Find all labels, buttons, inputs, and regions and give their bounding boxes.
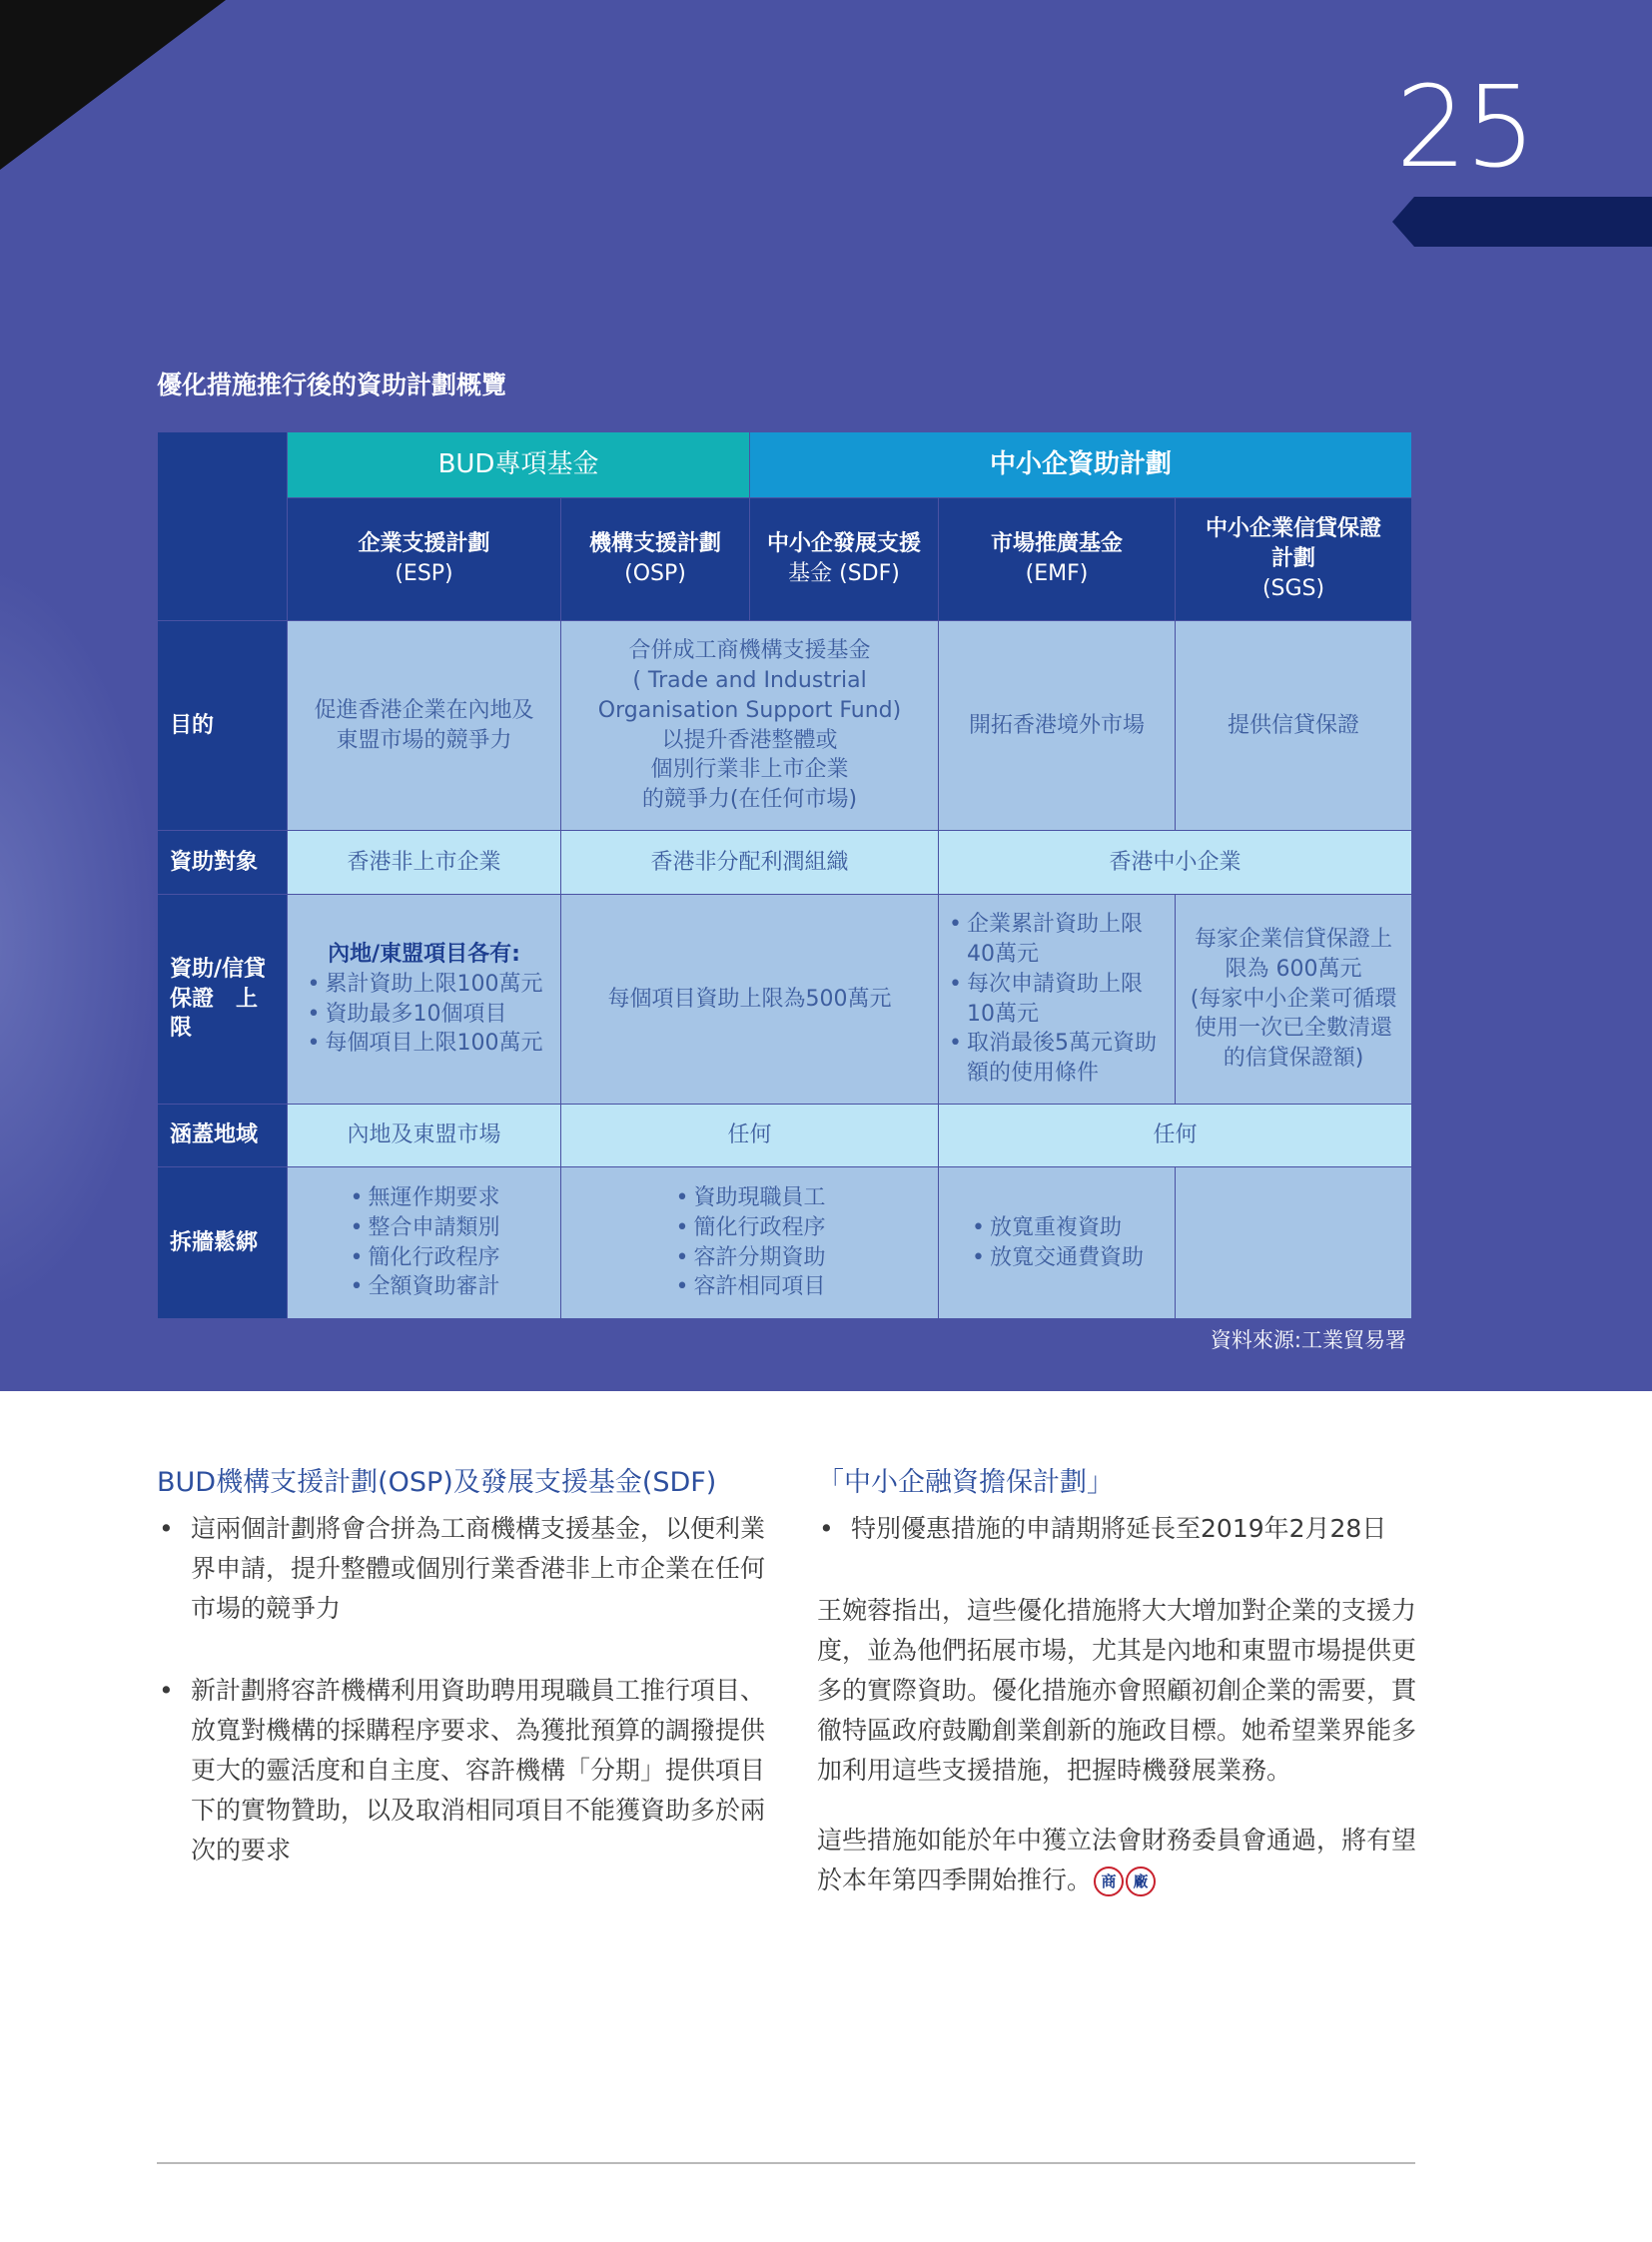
table-row-purpose <box>158 621 1412 831</box>
ceiling-emf <box>939 895 1176 1105</box>
list-item: • 全額資助審計 <box>348 1272 499 1302</box>
list-item: • 資助最多10個項目 <box>306 1000 543 1030</box>
footer-rule <box>157 2162 1415 2164</box>
left-bullet: • 新計劃將容許機構利用資助聘用現職員工推行項目、放寬對機構的採購程序要求、為獲批預算的調撥提供更大的靈活度和自主度、容許機構「分期」提供項目下的實物贊助，以及取消相同項目不能獲資助多於兩次的要求 <box>157 1671 766 1870</box>
purpose-osp-sdf: 合併成工商機構支援基金 ( Trade and Industrial Organisation Support Fund) 以提升香港整體或 個別行業非上市企業 的競爭力(在任何市場) <box>561 621 939 831</box>
corner-cell <box>158 432 288 621</box>
group-header-bud: BUD專項基金 <box>288 432 750 498</box>
unbundle-emf <box>939 1167 1176 1319</box>
scheme-header-sdf: 中小企發展支援 基金 (SDF) <box>750 498 939 621</box>
region-osp-sdf: 任何 <box>561 1105 939 1167</box>
table-row-unbundle <box>158 1167 1412 1319</box>
ceiling-esp-heading: 內地/東盟項目各有: <box>328 942 520 968</box>
left-bullet: • 這兩個計劃將會合拼為工商機構支援基金，以便利業界申請，提升整體或個別行業香港非上市企業在任何市場的競爭力 <box>157 1509 766 1629</box>
list-item: • 無運作期要求 <box>348 1183 499 1213</box>
list-item: • 每次申請資助上限10萬元 <box>947 970 1167 1029</box>
unbundle-sgs <box>1176 1167 1412 1319</box>
group-header-sme: 中小企資助計劃 <box>750 432 1412 498</box>
list-item: • 簡化行政程序 <box>348 1243 499 1273</box>
corner-triangle <box>0 0 226 170</box>
table-title: 優化措施推行後的資助計劃概覽 <box>157 371 507 399</box>
list-item: • 取消最後5萬元資助額的使用條件 <box>947 1029 1167 1088</box>
unbundle-esp <box>288 1167 561 1319</box>
table-row-ceiling <box>158 895 1412 1105</box>
list-item: • 容許相同項目 <box>674 1272 826 1302</box>
ceiling-sgs: 每家企業信貸保證上 限為 600萬元 (每家中小企業可循環 使用一次已全數清還 的信貸保證額) <box>1176 895 1412 1105</box>
scheme-header-emf: 市場推廣基金 (EMF) <box>939 498 1176 621</box>
region-esp: 內地及東盟市場 <box>288 1105 561 1167</box>
list-item: • 資助現職員工 <box>674 1183 826 1213</box>
table-scheme-header-row <box>158 498 1412 621</box>
body-paragraph: 王婉蓉指出，這些優化措施將大大增加對企業的支援力度，並為他們拓展市場，尤其是內地和東盟市場提供更多的實際資助。優化措施亦會照顧初創企業的需要，貫徹特區政府鼓勵創業創新的施政目標。她希望業界能多加利用這些支援措施，把握時機發展業務。 <box>817 1596 1417 1785</box>
table-row-region <box>158 1105 1412 1167</box>
list-item: • 每個項目上限100萬元 <box>306 1029 543 1059</box>
list-item: • 放寬交通費資助 <box>970 1243 1144 1273</box>
page-number: 25 <box>1395 63 1534 193</box>
ceiling-esp <box>288 895 561 1105</box>
row-label-purpose: 目的 <box>158 621 288 831</box>
list-item: • 簡化行政程序 <box>674 1213 826 1243</box>
hero-glow <box>0 559 160 1318</box>
target-emf-sgs: 香港中小企業 <box>939 831 1412 895</box>
list-item: • 整合申請類別 <box>348 1213 499 1243</box>
region-emf-sgs: 任何 <box>939 1105 1412 1167</box>
scheme-header-esp: 企業支援計劃 (ESP) <box>288 498 561 621</box>
scheme-header-sgs: 中小企業信貸保證 計劃 (SGS) <box>1176 498 1412 621</box>
list-item: • 容許分期資助 <box>674 1243 826 1273</box>
list-item: • 累計資助上限100萬元 <box>306 970 543 1000</box>
unbundle-osp-sdf <box>561 1167 939 1319</box>
list-item: • 企業累計資助上限40萬元 <box>947 910 1167 969</box>
ceiling-osp-sdf: 每個項目資助上限為500萬元 <box>561 895 939 1105</box>
body-paragraph-last: 這些措施如能於年中獲立法會財務委員會通過，將有望於本年第四季開始推行。 商 廠 <box>817 1826 1417 1894</box>
seal-icon: 廠 <box>1126 1867 1156 1896</box>
target-osp-sdf: 香港非分配利潤組織 <box>561 831 939 895</box>
right-heading: 「中小企融資擔保計劃」 <box>817 1467 1114 1498</box>
right-column <box>817 1460 1416 1930</box>
seal-icon: 商 <box>1094 1867 1124 1896</box>
overview-table <box>157 431 1412 1319</box>
row-label-unbundle: 拆牆鬆綁 <box>158 1167 288 1319</box>
purpose-esp: 促進香港企業在內地及 東盟市場的競爭力 <box>288 621 561 831</box>
table-row-target <box>158 831 1412 895</box>
right-bullet: • 特別優惠措施的申請期將延長至2019年2月28日 <box>817 1509 1416 1549</box>
scheme-header-osp: 機構支援計劃 (OSP) <box>561 498 750 621</box>
table-group-header-row <box>158 432 1412 498</box>
left-heading: BUD機構支援計劃(OSP)及發展支援基金(SDF) <box>157 1467 717 1498</box>
left-column <box>157 1460 766 1912</box>
list-item: • 放寬重複資助 <box>970 1213 1144 1243</box>
row-label-ceiling: 資助/信貸 保證 上限 <box>158 895 288 1105</box>
purpose-sgs: 提供信貸保證 <box>1176 621 1412 831</box>
target-esp: 香港非上市企業 <box>288 831 561 895</box>
row-label-region: 涵蓋地域 <box>158 1105 288 1167</box>
purpose-emf: 開拓香港境外市場 <box>939 621 1176 831</box>
row-label-target: 資助對象 <box>158 831 288 895</box>
table-source: 資料來源:工業貿易署 <box>1210 1328 1406 1352</box>
page-tab-marker <box>1392 197 1652 247</box>
